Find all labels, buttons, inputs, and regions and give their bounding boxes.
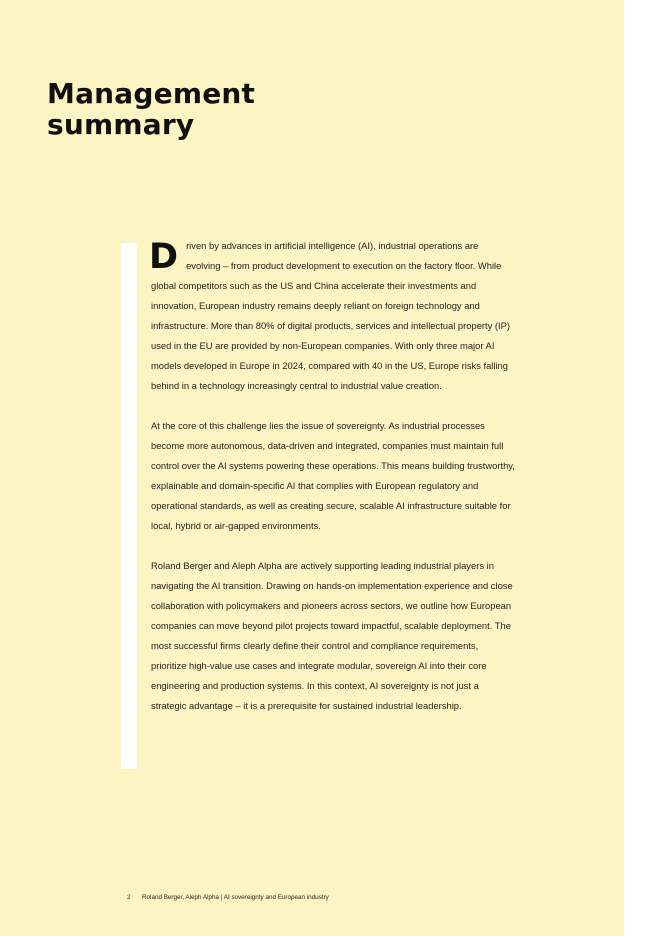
page-title-line-2: summary (47, 108, 195, 141)
footer-text: Roland Berger, Aleph Alpha | AI sovereignty and European industry (142, 894, 329, 901)
paragraph-1 (151, 236, 515, 396)
page-number: 2 (127, 894, 131, 901)
page-title (47, 78, 255, 140)
paragraph-3: Roland Berger and Aleph Alpha are actively supporting leading industrial players in navigating the AI transition. Drawing on hands-on implementation experience and close collaboration with policymakers and pioneers across sectors, we outline how European companies can move beyond pilot projects toward impactful, scalable deployment. The most successful firms clearly define their control and compliance requirements, prioritize high-value use cases and integrate modular, sovereign AI into their core engineering and production systems. In this context, AI sovereignty is not just a strategic advantage – it is a prerequisite for sustained industrial leadership. (151, 560, 513, 711)
paragraph-1-text: riven by advances in artificial intelligence (AI), industrial operations are evolving – from product development to execution on the factory floor. While global competitors such as the US and China accelerate their investments and innovation, European industry remains deeply reliant on foreign technology and infrastructure. More than 80% of digital products, services and intellectual property (IP) used in the EU are provided by non-European companies. With only three major AI models developed in Europe in 2024, compared with 40 in the US, Europe risks falling behind in a technology increasingly central to industrial value creation. (151, 240, 511, 391)
page-title-line-1: Management (47, 77, 256, 110)
drop-cap: D (149, 237, 179, 277)
summary-body (151, 236, 515, 736)
paragraph-2: At the core of this challenge lies the issue of sovereignty. As industrial processes become more autonomous, data-driven and integrated, companies must maintain full control over the AI systems powering these operations. This means building trustworthy, explainable and domain-specific AI that complies with European regulatory and operational standards, as well as creating secure, scalable AI infrastructure suitable for local, hybrid or air-gapped environments. (151, 420, 515, 531)
decorative-side-bar (121, 243, 137, 769)
page-footer (127, 894, 329, 901)
